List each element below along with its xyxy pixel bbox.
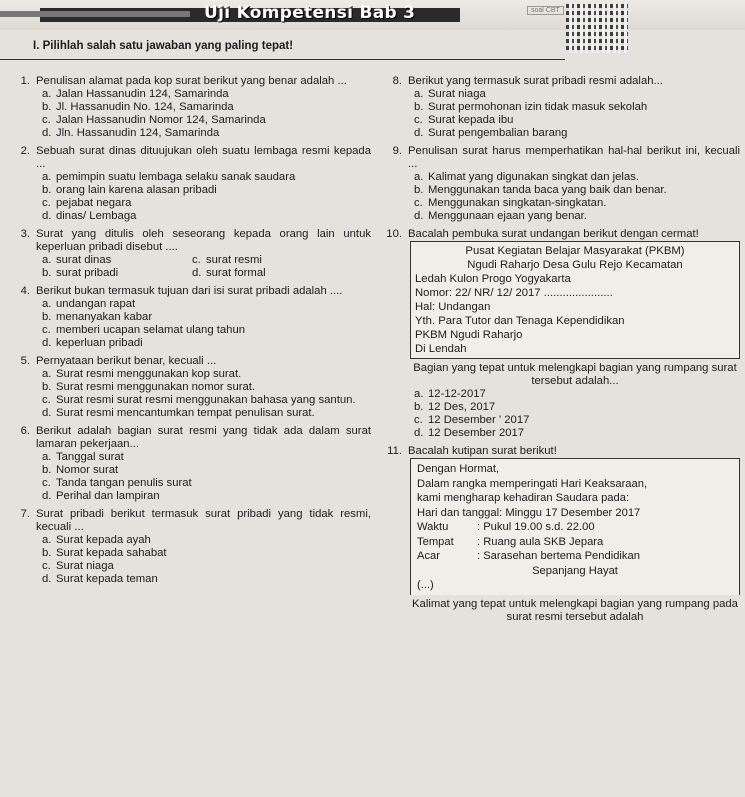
question-text: Penulisan surat harus memperhatikan hal-hal berikut ini, kecuali ... bbox=[408, 145, 740, 170]
option-b[interactable]: b. menanyakan kabar bbox=[42, 311, 153, 323]
option-b[interactable]: b. 12 Des, 2017 bbox=[414, 401, 496, 413]
instruction: I. Pilihlah salah satu jawaban yang paling tepat! bbox=[33, 40, 294, 52]
letter-subject: Hal: Undangan bbox=[415, 301, 491, 313]
letter-detail-acara: Acar : Sarasehan bertema Pendidikan bbox=[417, 550, 640, 562]
question-text: Surat pribadi berikut termasuk surat pribadi yang tidak resmi, kecuali ... bbox=[36, 508, 371, 533]
options-row bbox=[6, 267, 371, 280]
question-text: Berikut yang termasuk surat pribadi resmi adalah... bbox=[408, 75, 663, 87]
letter-body-line: Sepanjang Hayat bbox=[532, 564, 618, 577]
option-c[interactable]: c. memberi ucapan selamat ulang tahun bbox=[42, 324, 246, 336]
question-6 bbox=[6, 425, 371, 503]
page-title: Uji Kompetensi Bab 3 bbox=[204, 3, 416, 23]
option-c[interactable]: c. 12 Desember ' 2017 bbox=[414, 414, 530, 426]
option-b[interactable]: b. Jl. Hassanudin No. 124, Samarinda bbox=[42, 101, 234, 113]
letter-greeting: Dengan Hormat, bbox=[417, 463, 500, 475]
option-d[interactable]: d. Surat kepada teman bbox=[42, 573, 158, 585]
cbt-badge: soal CBT bbox=[527, 6, 564, 15]
letter-excerpt-box bbox=[410, 458, 740, 595]
option-d[interactable]: d. Surat pengembalian barang bbox=[414, 127, 568, 139]
question-11 bbox=[378, 445, 740, 624]
option-a[interactable]: a. undangan rapat bbox=[42, 298, 136, 310]
question-5 bbox=[6, 355, 371, 420]
option-c[interactable]: c. Surat resmi surat resmi menggunakan bahasa yang santun. bbox=[42, 394, 356, 406]
option-c[interactable]: c. Jalan Hassanudin Nomor 124, Samarinda bbox=[42, 114, 266, 126]
question-9 bbox=[378, 145, 740, 223]
question-number: 6. bbox=[20, 425, 30, 437]
question-8 bbox=[378, 75, 740, 140]
question-number: 9. bbox=[392, 145, 402, 157]
option-d[interactable]: d. 12 Desember 2017 bbox=[414, 427, 525, 439]
left-column bbox=[6, 75, 371, 591]
question-text: Berikut bukan termasuk tujuan dari isi surat pribadi adalah .... bbox=[36, 285, 343, 297]
option-d[interactable]: d. dinas/ Lembaga bbox=[42, 210, 137, 222]
question-number: 2. bbox=[20, 145, 30, 157]
option-a[interactable]: a. surat dinas bbox=[42, 254, 112, 266]
options-row bbox=[6, 254, 371, 267]
question-text: Surat yang ditulis oleh seseorang kepada orang lain untuk keperluan pribadi disebut .... bbox=[36, 228, 371, 253]
question-number: 4. bbox=[20, 285, 30, 297]
letterhead-line: Ngudi Raharjo Desa Gulu Rejo Kecamatan bbox=[467, 259, 683, 271]
option-a[interactable]: a. Kalimat yang digunakan singkat dan jelas. bbox=[414, 171, 640, 183]
option-b[interactable]: b. Surat kepada sahabat bbox=[42, 547, 167, 559]
question-number: 8. bbox=[392, 75, 402, 87]
option-c[interactable]: c. pejabat negara bbox=[42, 197, 132, 209]
option-d[interactable]: d. Surat resmi mencantumkan tempat penulisan surat. bbox=[42, 407, 315, 419]
option-d[interactable]: d. Jln. Hassanudin 124, Samarinda bbox=[42, 127, 220, 139]
option-c[interactable]: c. Menggunakan singkatan-singkatan. bbox=[414, 197, 607, 209]
letter-detail-tempat: Tempat : Ruang aula SKB Jepara bbox=[417, 535, 604, 548]
question-text: Berikut adalah bagian surat resmi yang tidak ada dalam surat lamaran pekerjaan... bbox=[36, 425, 371, 450]
letter-body-line: Hari dan tanggal: Minggu 17 Desember 2017 bbox=[417, 506, 641, 519]
option-d[interactable]: d. keperluan pribadi bbox=[42, 337, 143, 349]
option-d[interactable]: d. Perihal dan lampiran bbox=[42, 490, 160, 502]
letter-detail-waktu: Waktu : Pukul 19.00 s.d. 22.00 bbox=[417, 521, 595, 533]
letter-excerpt-box bbox=[410, 241, 740, 359]
option-b[interactable]: b. Surat permohonan izin tidak masuk sekolah bbox=[414, 101, 648, 113]
question-number: 1. bbox=[20, 75, 30, 87]
option-a[interactable]: a. Tanggal surat bbox=[42, 451, 124, 463]
question-10 bbox=[378, 228, 740, 440]
option-c[interactable]: c. Surat niaga bbox=[42, 560, 114, 572]
option-b[interactable]: b. surat pribadi bbox=[42, 267, 119, 279]
letter-body-line: kami mengharap kehadiran Saudara pada: bbox=[417, 492, 630, 504]
question-1 bbox=[6, 75, 371, 140]
qr-code-pattern bbox=[566, 3, 628, 53]
question-2 bbox=[6, 145, 371, 223]
question-3 bbox=[6, 228, 371, 280]
question-followup: Bagian yang tepat untuk melengkapi bagian yang rumpang surat tersebut adalah... bbox=[413, 362, 737, 387]
option-a[interactable]: a. Surat niaga bbox=[414, 88, 486, 100]
question-7 bbox=[6, 508, 371, 586]
letter-recipient: PKBM Ngudi Raharjo bbox=[415, 329, 523, 341]
question-followup: Kalimat yang tepat untuk melengkapi bagian yang rumpang pada surat resmi tersebut adalah bbox=[412, 597, 738, 623]
option-d[interactable]: d. Menggunaan ejaan yang benar. bbox=[414, 210, 587, 222]
option-b[interactable]: b. orang lain karena alasan pribadi bbox=[42, 184, 217, 196]
letter-recipient: Di Lendah bbox=[415, 343, 467, 355]
option-c[interactable]: c. Surat kepada ibu bbox=[414, 114, 514, 126]
option-a[interactable]: a. Surat kepada ayah bbox=[42, 534, 151, 546]
letter-number: Nomor: 22/ NR/ 12/ 2017 ...................... bbox=[415, 287, 613, 299]
question-number: 11. bbox=[387, 445, 402, 457]
option-b[interactable]: b. Nomor surat bbox=[42, 464, 119, 476]
option-c[interactable]: c. Tanda tangan penulis surat bbox=[42, 477, 192, 489]
option-d[interactable]: d. surat formal bbox=[192, 267, 266, 279]
right-column bbox=[378, 75, 740, 629]
header-band bbox=[0, 0, 745, 30]
letter-recipient: Yth. Para Tutor dan Tenaga Kependidikan bbox=[415, 315, 625, 327]
letter-body-line: Dalam rangka memperingati Hari Keaksaraan, bbox=[417, 477, 648, 490]
question-text: Penulisan alamat pada kop surat berikut yang benar adalah ... bbox=[36, 75, 347, 87]
question-number: 5. bbox=[20, 355, 30, 367]
option-b[interactable]: b. Surat resmi menggunakan nomor surat. bbox=[42, 381, 256, 393]
header-bar-accent bbox=[0, 11, 190, 17]
option-a[interactable]: a. pemimpin suatu lembaga selaku sanak saudara bbox=[42, 171, 296, 183]
option-b[interactable]: b. Menggunakan tanda baca yang baik dan benar. bbox=[414, 184, 667, 196]
question-number: 7. bbox=[20, 508, 30, 520]
question-4 bbox=[6, 285, 371, 350]
question-text: Pernyataan berikut benar, kecuali ... bbox=[36, 355, 217, 367]
option-a[interactable]: a. Surat resmi menggunakan kop surat. bbox=[42, 368, 242, 380]
question-number: 10. bbox=[386, 228, 402, 240]
question-text: Sebuah surat dinas dituujukan oleh suatu lembaga resmi kepada ... bbox=[36, 145, 371, 170]
letterhead-line: Ledah Kulon Progo Yogyakarta bbox=[415, 273, 571, 285]
letter-gap: (...) bbox=[417, 579, 434, 591]
letterhead-line: Pusat Kegiatan Belajar Masyarakat (PKBM) bbox=[465, 245, 685, 257]
question-text: Bacalah pembuka surat undangan berikut dengan cermat! bbox=[408, 228, 699, 240]
option-a[interactable]: a. Jalan Hassanudin 124, Samarinda bbox=[42, 88, 229, 100]
option-a[interactable]: a. 12-12-2017 bbox=[414, 388, 486, 400]
question-text: Bacalah kutipan surat berikut! bbox=[408, 445, 557, 457]
question-number: 3. bbox=[20, 228, 30, 240]
divider bbox=[0, 59, 565, 60]
option-c[interactable]: c. surat resmi bbox=[192, 254, 262, 266]
